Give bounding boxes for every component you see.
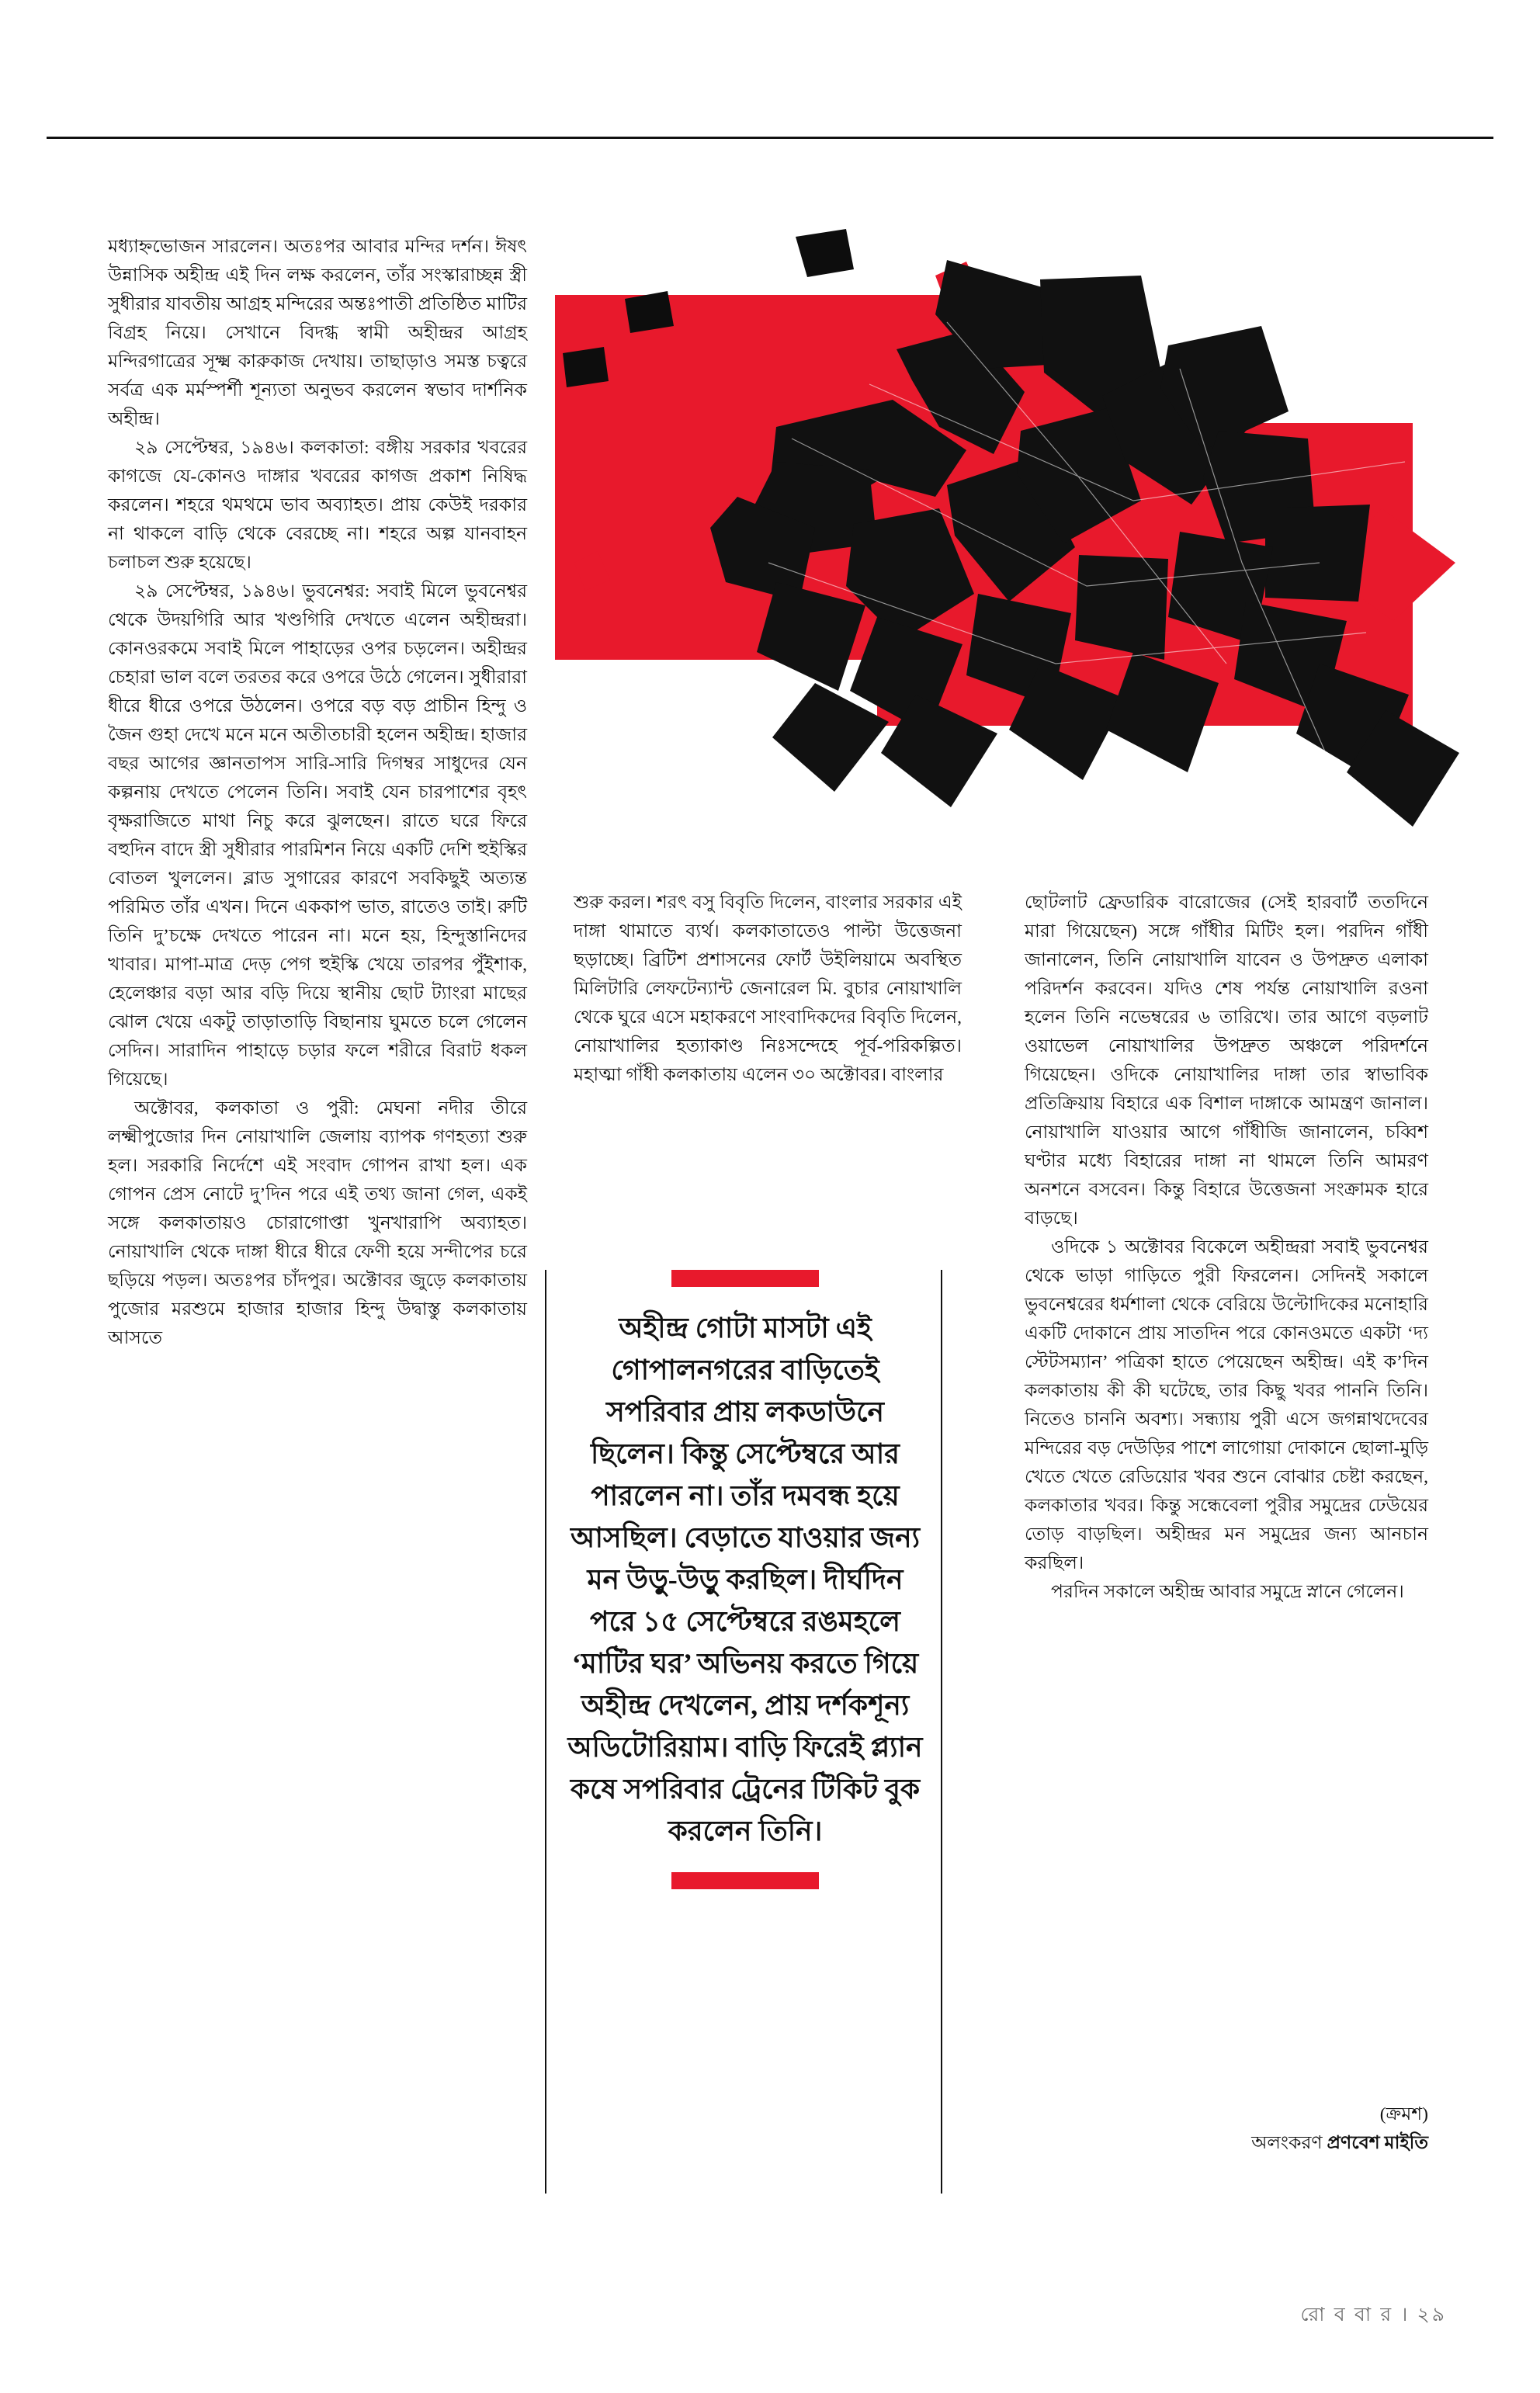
- body-column-left: [108, 233, 527, 1353]
- paragraph: ওদিকে ১ অক্টোবর বিকেলে অহীন্দ্ররা সবাই ভুবনেশ্বর থেকে ভাড়া গাড়িতে পুরী ফিরলেন। সেদিনই সকালে ভুবনেশ্বরের ধর্মশালা থেকে বেরিয়ে উল্টোদিকের মনোহারি একটি দোকানে প্রায় সাতদিন পরে কোনওমতে একটা ‘দ্য স্টেটসম্যান’ পত্রিকা হাতে পেয়েছেন অহীন্দ্র। এই ক’দিন কলকাতায় কী কী ঘটেছে, তার কিছু খবর পাননি তিনি। নিতেও চাননি অবশ্য। সন্ধ্যায় পুরী এসে জগন্নাথদেবের মন্দিরের বড় দেউড়ির পাশে লাগোয়া দোকানে ছোলা-মুড়ি খেতে খেতে রেডিয়োর খবর শুনে বোঝার চেষ্টা করছেন, কলকাতার খবর। কিন্তু সন্ধেবেলা পুরীর সমুদ্রের ঢেউয়ের তোড় বাড়ছিল। অহীন্দ্রর মন সমুদ্রের জন্য আনচান করছিল।: [1025, 1237, 1428, 1573]
- pull-quote-bar-top: [671, 1270, 819, 1287]
- paragraph: ছোটলাট ফ্রেডারিক বারোজের (সেই হারবার্ট ততদিনে মারা গিয়েছেন) সঙ্গে গাঁধীর মিটিং হল। পরদিন গাঁধী জানালেন, তিনি নোয়াখালি যাবেন ও উপদ্রুত এলাকা পরিদর্শন করবেন। যদিও শেষ পর্যন্ত নোয়াখালি রওনা হলেন তিনি নভেম্বরের ৬ তারিখে। তার আগে বড়লাট ওয়াভেল নোয়াখালির উপদ্রুত অঞ্চলে পরিদর্শনে গিয়েছেন। ওদিকে নোয়াখালির দাঙ্গা তার স্বাভাবিক প্রতিক্রিয়ায় বিহারে এক বিশাল দাঙ্গাকে আমন্ত্রণ জানাল। নোয়াখালি যাওয়ার আগে গাঁধীজি জানালেন, চব্বিশ ঘণ্টার মধ্যে বিহারের দাঙ্গা না থামলে তিনি আমরণ অনশনে বসবেন। কিন্তু বিহারে উত্তেজনা সংক্রামক হারে বাড়ছে।: [1025, 893, 1428, 1229]
- top-divider-rule: [47, 137, 1493, 139]
- page-folio: রো ব বা র । ২৯: [1300, 2305, 1447, 2325]
- body-column-right: [1025, 889, 1428, 1607]
- continuation-note: (ক্রমশ): [1379, 2104, 1428, 2124]
- paragraph: শুরু করল। শরৎ বসু বিবৃতি দিলেন, বাংলার সরকার এই দাঙ্গা থামাতে ব্যর্থ। কলকাতাতেও পাল্টা উত্তেজনা ছড়াচ্ছে। ব্রিটিশ প্রশাসনের ফোর্ট উইলিয়ামে অবস্থিত মিলিটারি লেফটেন্যান্ট জেনারেল মি. বুচার নোয়াখালি থেকে ঘুরে এসে মহাকরণে সাংবাদিকদের বিবৃতি দিলেন, নোয়াখালির হত্যাকাণ্ড নিঃসন্দেহে পূর্ব-পরিকল্পিত। মহাত্মা গাঁধী কলকাতায় এলেন ৩০ অক্টোবর। বাংলার: [574, 893, 962, 1085]
- paragraph: ২৯ সেপ্টেম্বর, ১৯৪৬। ভুবনেশ্বর: সবাই মিলে ভুবনেশ্বর থেকে উদয়গিরি আর খণ্ডগিরি দেখতে এলেন অহীন্দ্ররা। কোনওরকমে সবাই মিলে পাহাড়ের ওপর চড়লেন। অহীন্দ্রর চেহারা ভাল বলে তরতর করে ওপরে উঠে গেলেন। সুধীরারা ধীরে ধীরে ওপরে উঠলেন। ওপরে বড় বড় প্রাচীন হিন্দু ও জৈন গুহা দেখে মনে মনে অতীতচারী হলেন অহীন্দ্র। হাজার বছর আগের জ্ঞানতাপস সারি-সারি দিগম্বর সাধুদের যেন কল্পনায় দেখতে পেলেন তিনি। সবাই যেন চারপাশের বৃহৎ বৃক্ষরাজিতে মাথা নিচু করে ঝুলছেন। রাতে ঘরে ফিরে বহুদিন বাদে স্ত্রী সুধীরার পারমিশন নিয়ে একটি দেশি হুইস্কির বোতল খুললেন। ব্লাড সুগারের কারণে সবকিছুই অত্যন্ত পরিমিত তাঁর এখন। দিনে এককাপ ভাত, রাতেও তাই। রুটি তিনি দু’চক্ষে দেখতে পারেন না। মনে হয়, হিন্দুস্তানিদের খাবার। মাপা-মাত্র দেড় পেগ হুইস্কি খেয়ে তারপর পুঁইশাক, হেলেঞ্চার বড়া আর বড়ি দিয়ে স্থানীয় ছোট ট্যাংরা মাছের ঝোল খেয়ে একটু তাড়াতাড়ি বিছানায় ঘুমতে চলে গেলেন সেদিন। সারাদিন পাহাড়ে চড়ার ফলে শরীরে বিরাট ধকল গিয়েছে।: [108, 581, 527, 1090]
- paragraph: পরদিন সকালে অহীন্দ্র আবার সমুদ্রে স্নানে গেলেন।: [1051, 1582, 1404, 1602]
- article-credits: [1025, 2100, 1428, 2158]
- body-column-middle: [574, 889, 962, 1090]
- paragraph: অক্টোবর, কলকাতা ও পুরী: মেঘনা নদীর তীরে লক্ষ্মীপুজোর দিন নোয়াখালি জেলায় ব্যাপক গণহত্যা শুরু হল। সরকারি নির্দেশে এই সংবাদ গোপন রাখা হল। এক গোপন প্রেস নোটে দু’দিন পরে এই তথ্য জানা গেল, একই সঙ্গে কলকাতায়ও চোরাগোপ্তা খুনখারাপি অব্যাহত। নোয়াখালি থেকে দাঙ্গা ধীরে ধীরে ফেণী হয়ে সন্দীপের চরে ছড়িয়ে পড়ল। অতঃপর চাঁদপুর। অক্টোবর জুড়ে কলকাতায় পুজোর মরশুমে হাজার হাজার হিন্দু উদ্বাস্তু কলকাতায় আসতে: [108, 1098, 527, 1348]
- pull-quote: [567, 1270, 924, 1889]
- paragraph: মধ্যাহ্নভোজন সারলেন। অতঃপর আবার মন্দির দর্শন। ঈষৎ উন্নাসিক অহীন্দ্র এই দিন লক্ষ করলেন, তাঁর সংস্কারাচ্ছন্ন স্ত্রী সুধীরার যাবতীয় আগ্রহ মন্দিরের অন্তঃপাতী প্রতিষ্ঠিত মাটির বিগ্রহ নিয়ে। সেখানে বিদগ্ধ স্বামী অহীন্দ্রর আগ্রহ মন্দিরগাত্রের সূক্ষ্ম কারুকাজ দেখায়। তাছাড়াও সমস্ত চত্বরে সর্বত্র এক মর্মস্পর্শী শূন্যতা অনুভব করলেন স্বভাব দার্শনিক অহীন্দ্র।: [108, 237, 527, 429]
- paragraph: ২৯ সেপ্টেম্বর, ১৯৪৬। কলকাতা: বঙ্গীয় সরকার খবরের কাগজে যে-কোনও দাঙ্গার খবরের কাগজ প্রকাশ নিষিদ্ধ করলেন। শহরে থমথমে ভাব অব্যাহত। প্রায় কেউই দরকার না থাকলে বাড়ি থেকে বেরচ্ছে না। শহরে অল্প যানবাহন চলাচল শুরু হয়েছে।: [108, 438, 527, 573]
- column-rule-right: [941, 1270, 942, 2194]
- illustration-credit-label: অলংকরণ: [1251, 2133, 1323, 2153]
- pull-quote-text: অহীন্দ্র গোটা মাসটা এই গোপালনগরের বাড়িতেই সপরিবার প্রায় লকডাউনে ছিলেন। কিন্তু সেপ্টেম্বরে আর পারলেন না। তাঁর দমবন্ধ হয়ে আসছিল। বেড়াতে যাওয়ার জন্য মন উড়ু-উড়ু করছিল। দীর্ঘদিন পরে ১৫ সেপ্টেম্বরে রঙমহলে ‘মাটির ঘর’ অভিনয় করতে গিয়ে অহীন্দ্র দেখলেন, প্রায় দর্শকশূন্য অডিটোরিয়াম। বাড়ি ফিরেই প্ল্যান কষে সপরিবার ট্রেনের টিকিট বুক করলেন তিনি।: [567, 1313, 923, 1847]
- pull-quote-bar-bottom: [671, 1872, 819, 1889]
- column-rule-left: [545, 1270, 546, 2194]
- illustration-collage: [543, 229, 1494, 897]
- illustration-credit-name: প্রণবেশ মাইতি: [1327, 2133, 1428, 2153]
- illustration-svg: [543, 229, 1494, 897]
